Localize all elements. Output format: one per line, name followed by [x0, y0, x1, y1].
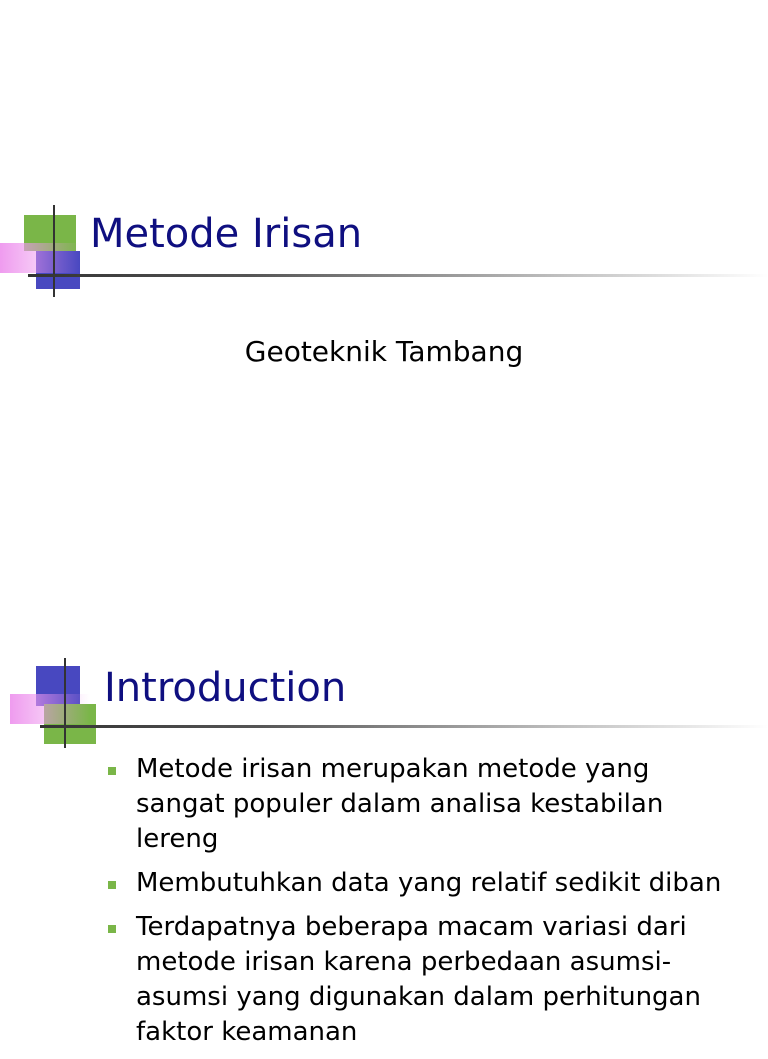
title-underline	[28, 274, 768, 277]
bullet-list	[104, 752, 744, 1059]
vertical-rule	[53, 205, 55, 297]
slide-decoration	[0, 658, 110, 750]
list-item	[104, 910, 744, 1050]
vertical-rule	[64, 658, 66, 748]
slide-decoration	[0, 205, 100, 295]
slide-introduction	[0, 576, 768, 1047]
bullet-square-icon	[108, 925, 116, 933]
slide-subtitle: Geoteknik Tambang	[244, 335, 524, 368]
bullet-square-icon	[108, 767, 116, 775]
slide-title-text: Introduction	[104, 665, 347, 711]
slide-title-text: Metode Irisan	[90, 211, 363, 257]
bullet-text: Metode irisan merupakan metode yang sangat populer dalam analisa kestabilan lereng	[136, 754, 664, 854]
bullet-text: Terdapatnya beberapa macam variasi dari metode irisan karena perbedaan asumsi-asumsi yang digunakan dalam perhitungan faktor keamanan	[136, 912, 701, 1047]
title-underline	[40, 725, 768, 728]
bullet-text: Membutuhkan data yang relatif sedikit diban	[136, 868, 722, 898]
bullet-square-icon	[108, 881, 116, 889]
list-item	[104, 752, 744, 857]
list-item	[104, 866, 744, 901]
pink-fade	[0, 243, 80, 273]
pink-fade	[10, 694, 90, 724]
